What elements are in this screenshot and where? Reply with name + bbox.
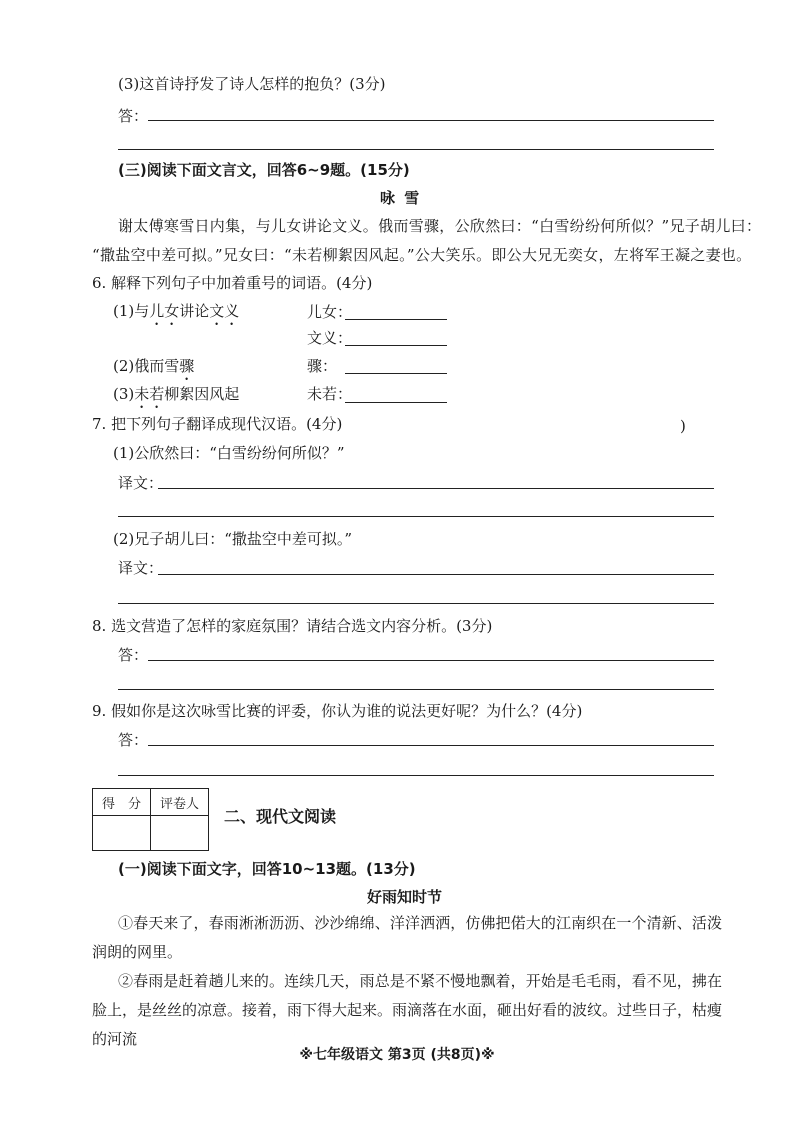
score-header: 得 分 [93,789,151,816]
answer-label: 答： [118,646,149,664]
grader-header: 评卷人 [151,789,209,816]
passage-title: 咏 雪 [380,189,422,207]
q6-blank-3[interactable] [345,373,447,374]
question-6: 6. 解释下列句子中加着重号的词语。(4分) [92,274,373,292]
q6-blank-label: 儿女： [307,303,353,321]
answer-line[interactable] [118,775,714,776]
question-3: (3)这首诗抒发了诗人怎样的抱负？(3分) [118,75,386,93]
q6-blank-4[interactable] [345,402,447,403]
translation-line[interactable] [118,603,714,604]
section-heading: (一)阅读下面文字，回答10~13题。(13分) [118,860,416,878]
passage-line: 谢太傅寒雪日内集，与儿女讲论文义。俄而雪骤，公欣然曰：“白雪纷纷何所似？”兄子胡儿曰： [118,217,762,235]
grader-cell[interactable] [151,816,209,851]
translation-line[interactable] [158,488,714,489]
q6-blank-1[interactable] [345,319,447,320]
q7-sentence-1: (1)公欣然曰：“白雪纷纷何所似？” [113,444,345,462]
question-8: 8. 选文营造了怎样的家庭氛围？请结合选文内容分析。(3分) [92,617,493,635]
score-cell[interactable] [93,816,151,851]
article-title: 好雨知时节 [367,888,443,906]
q6-sentence-3: (3)未若柳絮因风起 [113,385,240,403]
q6-sentence-2: (2)俄而雪骤 [113,357,195,375]
answer-line[interactable] [118,149,714,150]
answer-line[interactable] [148,120,714,121]
page-footer: ※七年级语文 第3页 (共8页)※ [299,1047,495,1063]
translation-line[interactable] [158,574,714,575]
passage-line: “撒盐空中差可拟。”兄女曰：“未若柳絮因风起。”公大笑乐。即公大兄无奕女，左将军王凝之妻也。 [92,246,752,264]
answer-label: 答： [118,731,149,749]
section-2-title: 二、现代文阅读 [224,807,337,826]
answer-line[interactable] [118,689,714,690]
q7-sentence-2: (2)兄子胡儿曰：“撒盐空中差可拟。” [113,530,353,548]
paragraph-1: ①春天来了，春雨淅淅沥沥、沙沙绵绵、洋洋洒洒，仿佛把偌大的江南织在一个清新、活泼 润朗的网里。 [92,914,722,961]
translation-line[interactable] [118,516,714,517]
section-heading: (三)阅读下面文言文，回答6~9题。(15分) [118,161,410,179]
score-box [92,788,209,851]
stray-mark: ) [680,417,686,435]
q6-sentence-1: (1)与儿女讲论文义 [113,302,240,320]
translation-label: 译文： [118,559,164,577]
question-7: 7. 把下列句子翻译成现代汉语。(4分) [92,415,343,433]
question-9: 9. 假如你是这次咏雪比赛的评委，你认为谁的说法更好呢？为什么？(4分) [92,702,583,720]
q6-blank-label: 文义： [307,329,353,347]
paragraph-2: ②春雨是赶着趟儿来的。连续几天，雨总是不紧不慢地飘着，开始是毛毛雨，看不见，拂在脸上，是丝丝的凉意。接着，雨下得大起来。雨滴落在水面，砸出好看的波纹。过些日子，枯瘦的河流 [92,972,723,1048]
q6-blank-2[interactable] [345,345,447,346]
q6-blank-label: 骤： [307,357,338,375]
answer-label: 答： [118,107,149,125]
answer-line[interactable] [148,745,714,746]
translation-label: 译文： [118,474,164,492]
q6-blank-label: 未若： [307,385,353,403]
answer-line[interactable] [148,660,714,661]
